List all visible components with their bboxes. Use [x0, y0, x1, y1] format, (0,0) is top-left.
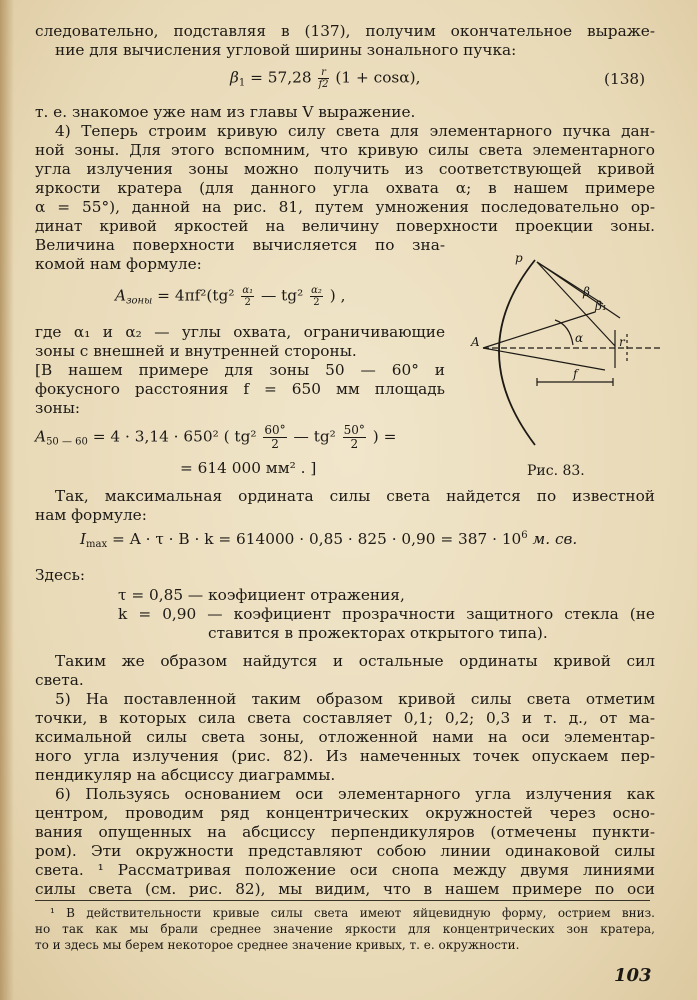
text-line: света. ¹ Рассматривая положение оси снопа между двумя линиями [35, 861, 655, 879]
text-line: т. е. знакомое уже нам из главы V выражение. [35, 103, 416, 121]
text-line: Здесь: [35, 566, 86, 584]
text-line: точки, в которых сила света составляет 0,1; 0,2; 0,3 и т. д., от ма- [35, 709, 655, 727]
equation-area-zone: $A_{зоны} = 4\pi f^2(tg^2$ $\frac{\text{α₁}}{2}$ — tg² $\frac{\text{α₂}}{2}$ ) , [115, 285, 346, 308]
text-line: α = 55°), данной на рис. 81, путем умножения последовательно ор- [35, 198, 655, 216]
text-line: следовательно, подставляя в (137), получим окончательное выраже- [35, 22, 655, 40]
footnote-line: то и здесь мы берем некоторое среднее значение кривых, т. е. окружности. [35, 938, 520, 952]
text-line: зоны: [35, 399, 81, 417]
text-line: ром). Эти окружности представляют собою линии одинаковой силы [35, 842, 655, 860]
text-line: яркости кратера (для данного угла охвата α; в нашем примере [35, 179, 655, 197]
text-line: динат кривой яркостей на величину поверхности проекции зоны. [35, 217, 655, 235]
text-line: ние для вычисления угловой ширины зонального пучка: [55, 41, 517, 59]
text-line: центром, проводим ряд концентрических окружностей через осно- [35, 804, 655, 822]
text-line: где α₁ и α₂ — углы охвата, ограничивающие [35, 323, 445, 341]
text-line: 6) Пользуясь основанием оси элементарного угла излучения как [55, 785, 655, 803]
text-line: Таким же образом найдутся и остальные ординаты кривой сил [55, 652, 655, 670]
equation-i-max: $I_{max} = A \cdot \tau \cdot B \cdot k = 614000 \cdot 0,85 \cdot 825 \cdot 0,90 = 387 \cdot 10^6$ м. св. [80, 530, 578, 550]
text-line: угла излучения зоны можно получить из соответствующей кривой [35, 160, 655, 178]
text-line: силы света (см. рис. 82), мы видим, что в нашем примере по оси [35, 880, 655, 898]
footnote-rule [35, 900, 650, 901]
footnote-line: ¹ В действительности кривые силы света имеют яйцевидную форму, острием вниз. [50, 906, 655, 920]
text-line: 4) Теперь строим кривую силу света для элементарного пучка дан- [55, 122, 655, 140]
footnote-line: но так как мы брали среднее значение яркости для концентрических зон кратера, [35, 922, 655, 936]
label-a: A [471, 335, 480, 349]
text-line: комой нам формуле: [35, 255, 202, 273]
equation-area-result: = 614 000 мм² . ] [180, 459, 317, 477]
text-line: τ = 0,85 — коэфициент отражения, [118, 586, 405, 604]
text-line: нам формуле: [35, 506, 147, 524]
page-edge-shadow [0, 0, 14, 1000]
text-line: зоны с внешней и внутренней стороны. [35, 342, 357, 360]
equation-area-50-60: $A_{50 — 60} = 4 \cdot 3,14 \cdot 650^2$ ( tg² $\frac{60^\circ}{2}$ — tg² $\frac{50^\circ}{2}$ ) = [35, 423, 397, 451]
equation-number: (138) [604, 70, 646, 88]
text-line: ксимальной силы света зоны, отложенной нами на оси элементар- [35, 728, 655, 746]
text-line: фокусного расстояния f = 650 мм площадь [35, 380, 445, 398]
label-beta: β [583, 285, 590, 299]
text-line: света. [35, 671, 84, 689]
text-line: [В нашем примере для зоны 50 — 60° и [35, 361, 445, 379]
equation-138: $\beta_1 = 57,28$ $\frac{r}{f2}$ (1 + cosα), [230, 67, 421, 90]
label-alpha: α [575, 331, 584, 345]
text-line: вания опущенных на абсциссу перпендикуляров (отмечены пункти- [35, 823, 655, 841]
ray-line [483, 348, 605, 370]
label-beta1: β₁ [595, 299, 607, 313]
text-line: пендикуляр на абсциссу диаграммы. [35, 766, 336, 784]
text-line: ставится в прожекторах открытого типа). [208, 624, 548, 642]
page-number: 103 [614, 965, 652, 986]
label-p: p [515, 251, 523, 265]
label-f: f [573, 367, 578, 381]
reflector-arc [499, 260, 535, 445]
text-line: 5) На поставленной таким образом кривой силы света отметим [55, 690, 655, 708]
text-line: k = 0,90 — коэфициент прозрачности защитного стекла (не [118, 605, 655, 623]
label-r: r [619, 335, 625, 349]
text-line: Величина поверхности вычисляется по зна- [35, 236, 445, 254]
figure-caption: Рис. 83. [527, 463, 585, 479]
text-line: ного угла излучения (рис. 82). Из намеченных точек опускаем пер- [35, 747, 655, 765]
text-line: Так, максимальная ордината силы света найдется по известной [55, 487, 655, 505]
text-line: ной зоны. Для этого вспомним, что кривую силы света элементарного [35, 141, 655, 159]
figure-83 [455, 250, 675, 460]
